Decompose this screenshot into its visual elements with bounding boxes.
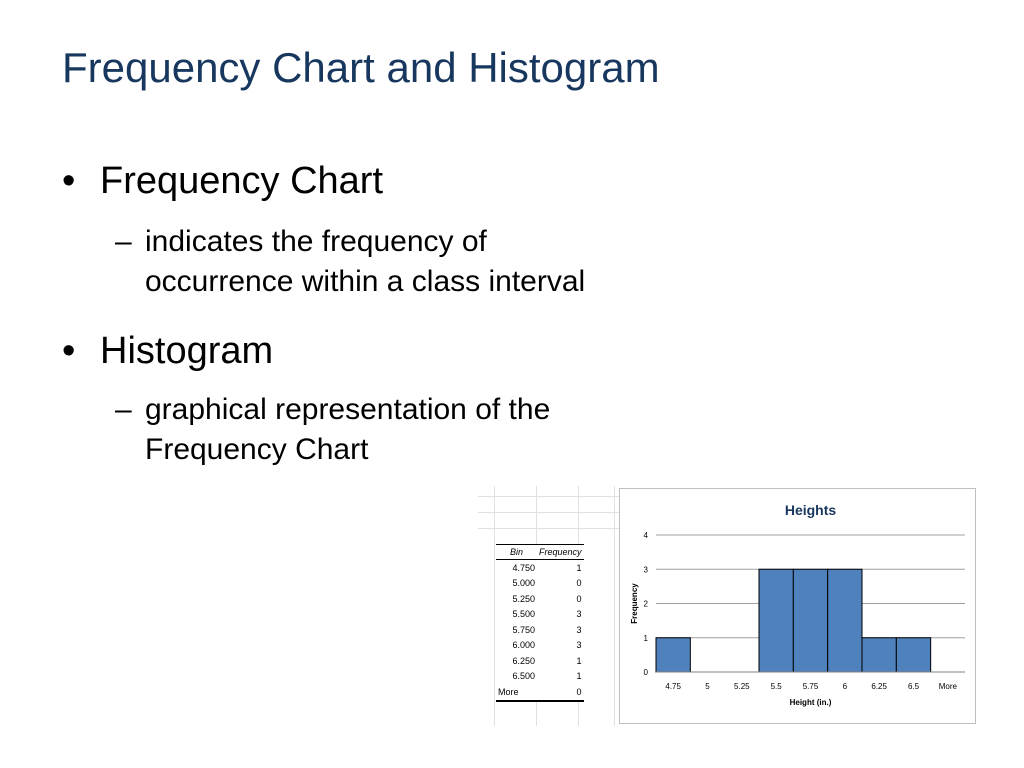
table-row [496,622,584,638]
table-row [496,607,584,623]
x-tick-label: 5.75 [802,682,819,691]
frequency-cell: 0 [576,578,582,589]
frequency-cell: 1 [576,671,582,682]
bullet-label: Histogram [100,330,274,372]
spreadsheet-frequency-table [478,486,620,726]
slide-title: Frequency Chart and Histogram [62,44,660,91]
table-row [496,653,584,669]
frequency-cell: 0 [576,593,582,604]
y-tick-label: 4 [643,531,648,540]
histogram-bar [896,638,930,672]
sub-bullet-histogram-definition [115,390,550,470]
bullet-marker: • [62,330,76,372]
table-row [496,684,584,701]
histogram-svg [620,489,975,723]
frequency-cell: 3 [576,609,582,620]
histogram-bar [862,638,896,672]
x-tick-label: 5.25 [734,682,750,691]
histogram-bar [656,638,690,672]
bin-cell: More [496,684,537,701]
sub-bullet-marker: – [115,393,132,426]
x-axis-title: Height (in.) [789,698,832,707]
x-tick-label: 6.5 [907,682,920,691]
y-tick-label: 1 [643,633,648,643]
table-row [496,560,584,576]
frequency-cell: 3 [576,640,582,651]
frequency-table [496,544,584,702]
bin-cell: 5.000 [512,578,535,589]
column-header-bin: Bin [496,545,537,560]
y-tick-label: 0 [643,668,648,677]
bullet-label: Frequency Chart [100,160,384,202]
y-tick-label: 2 [643,599,648,609]
sub-bullet-line: indicates the frequency of [145,225,487,258]
bullet-marker: • [62,160,76,202]
sub-bullet-marker: – [115,225,132,258]
bin-cell: 5.250 [512,593,535,604]
bin-cell: 6.000 [512,640,535,651]
frequency-cell: 0 [537,684,584,701]
table-row [496,576,584,592]
y-tick-label: 3 [643,565,648,575]
table-row [496,638,584,654]
histogram-bar [793,569,827,672]
bin-cell: 4.750 [512,562,535,573]
table-header-row [496,545,584,560]
histogram-chart [619,488,976,724]
x-tick-label: 6.25 [871,682,887,691]
bin-cell: 5.500 [512,609,535,620]
x-tick-label: 4.75 [665,682,681,691]
frequency-cell: 1 [576,562,582,573]
table-row [496,669,584,685]
x-tick-label: 5 [705,682,710,691]
x-tick-label: 6 [842,682,848,691]
x-tick-label: More [938,682,957,691]
bin-cell: 5.750 [512,624,535,635]
sub-bullet-line: Frequency Chart [145,433,369,466]
frequency-cell: 1 [576,655,582,666]
sub-bullet-frequency-definition [115,222,585,302]
x-tick-label: 5.5 [770,682,782,691]
bullet-histogram [62,330,273,373]
bin-cell: 6.250 [512,655,535,666]
y-axis-title: Frequency [630,583,639,624]
chart-title: Heights [784,502,837,518]
histogram-bar [828,569,862,672]
histogram-bar [759,569,793,672]
table-row [496,591,584,607]
bin-cell: 6.500 [512,671,535,682]
column-header-frequency: Frequency [537,545,584,560]
bullet-frequency-chart [62,160,383,203]
frequency-cell: 3 [576,624,582,635]
sub-bullet-line: occurrence within a class interval [145,265,586,298]
sub-bullet-line: graphical representation of the [145,393,551,426]
